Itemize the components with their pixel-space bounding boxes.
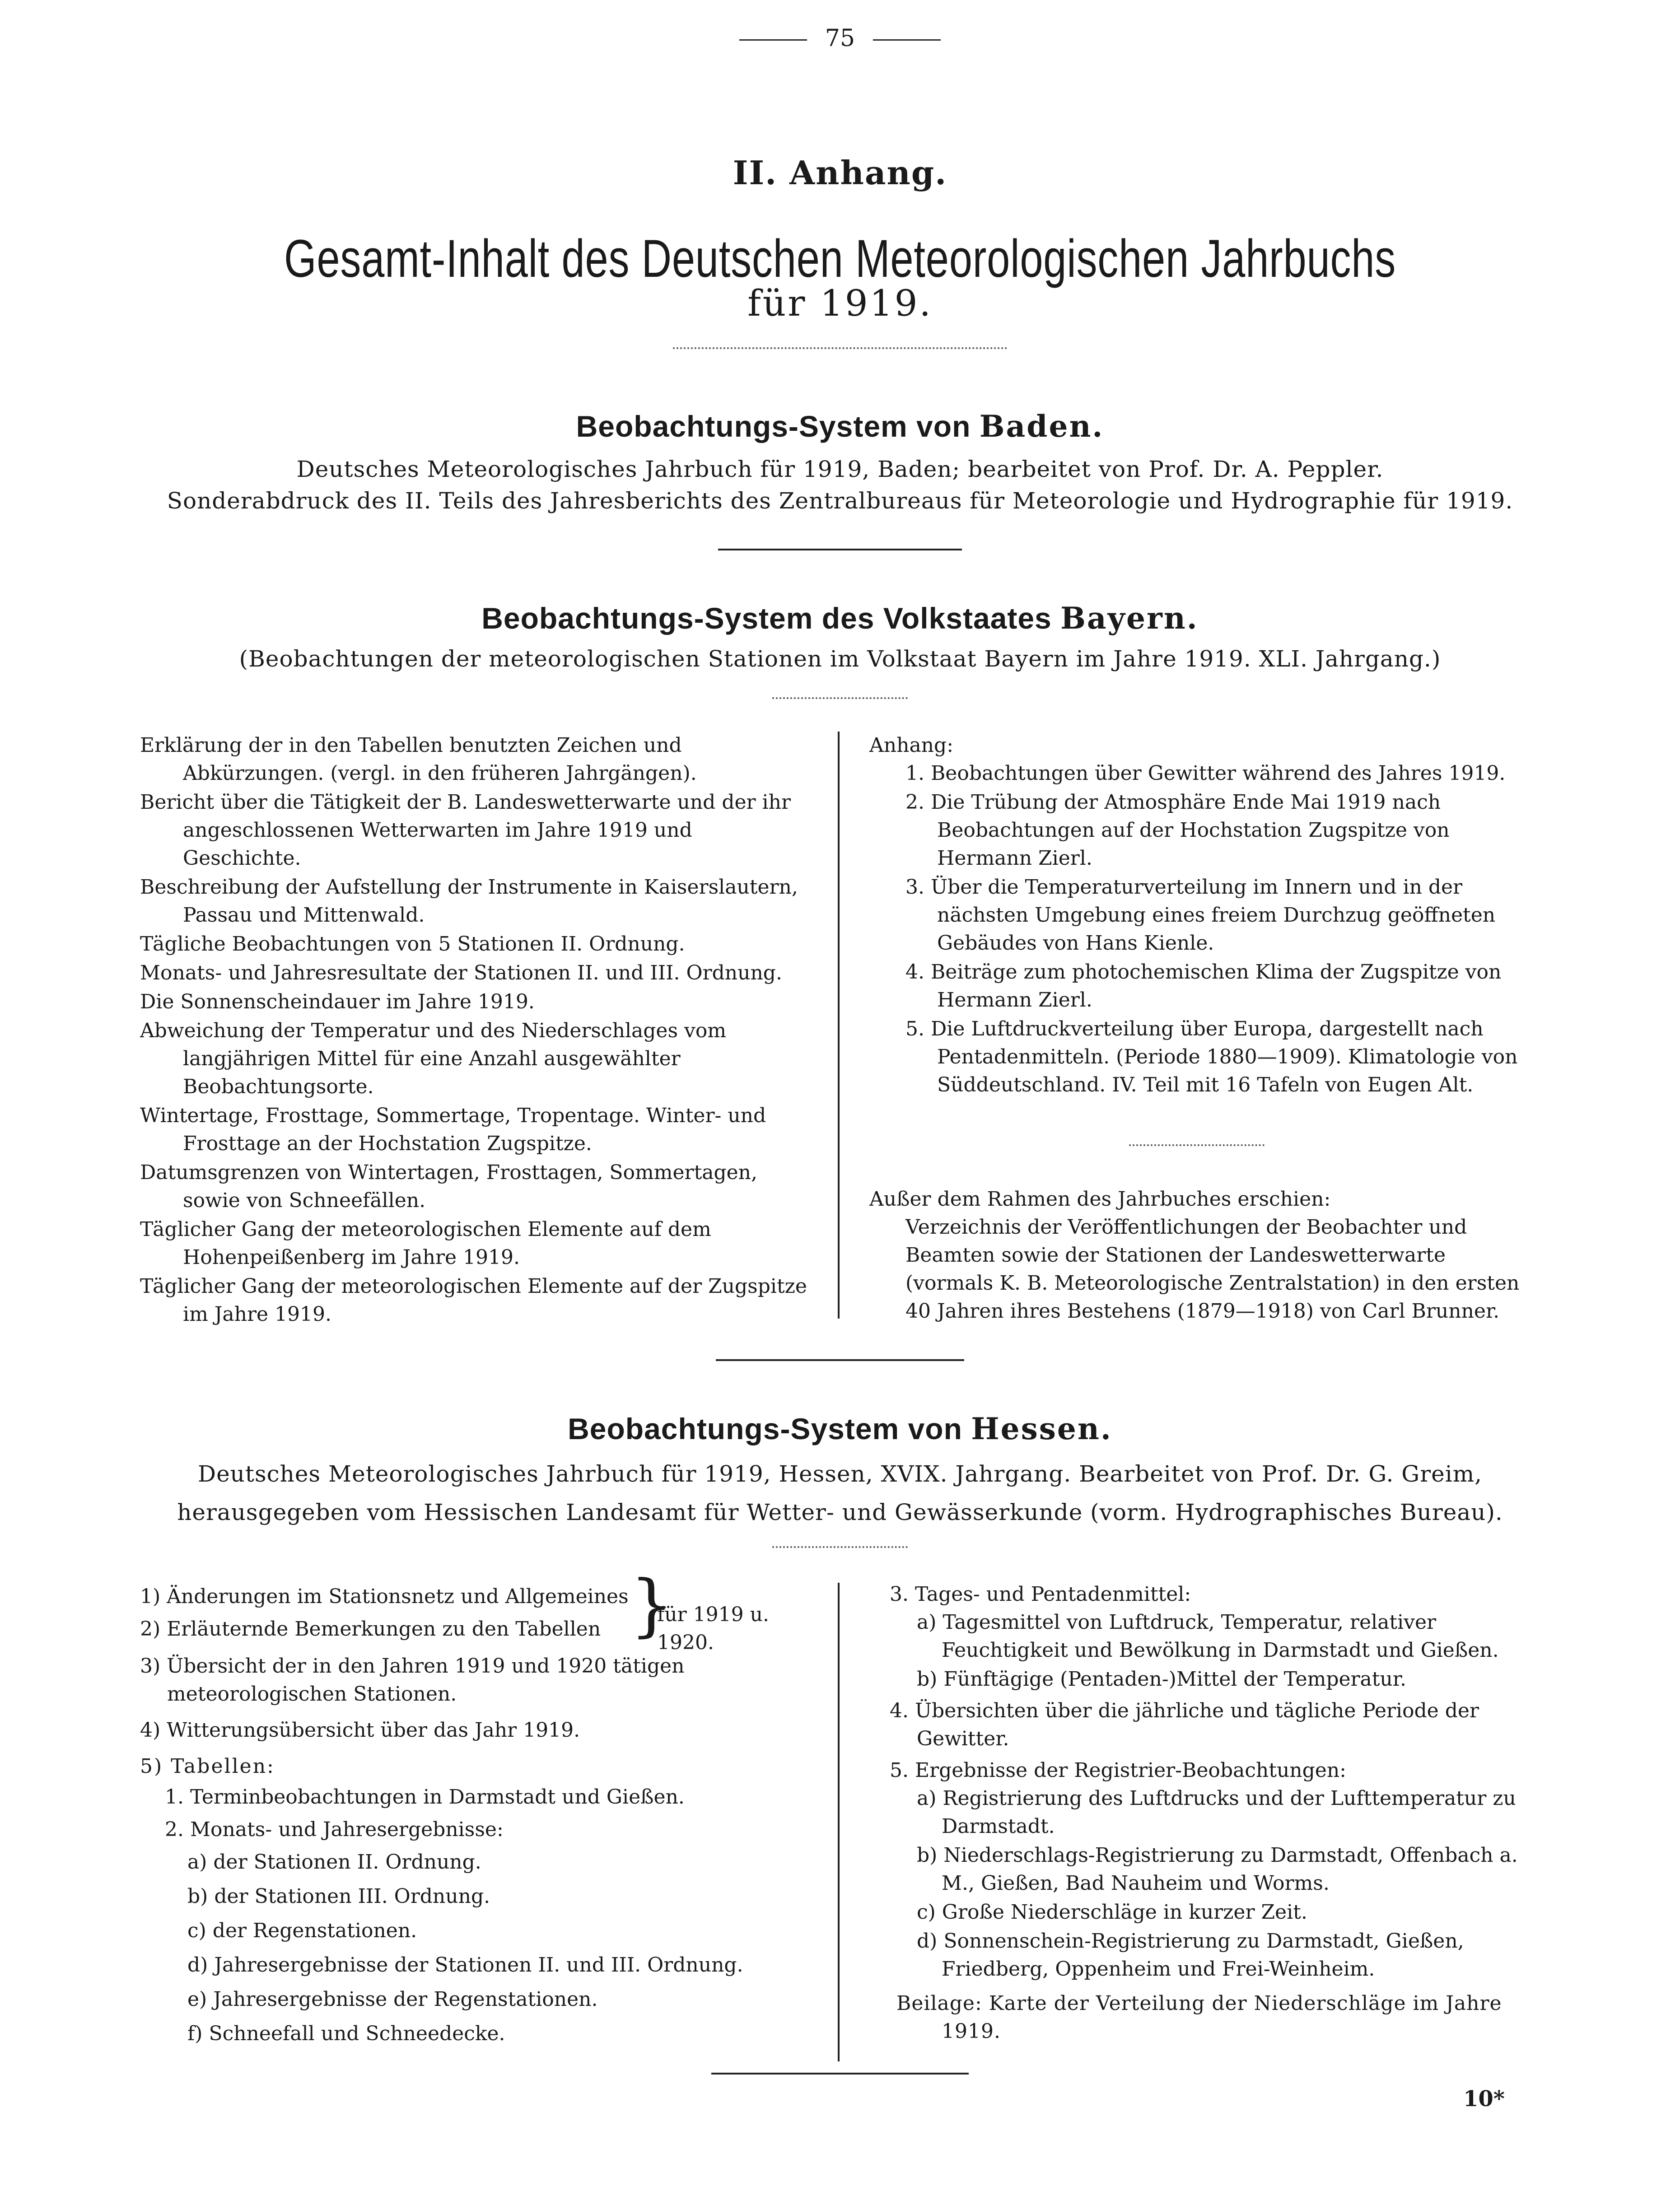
- list-item: Datumsgrenzen von Wintertagen, Frosttagen, Sommertagen, sowie von Schneefällen.: [140, 1161, 758, 1212]
- ornament-divider: [1129, 1138, 1265, 1146]
- hessen-heading-name: Hessen.: [971, 1411, 1112, 1446]
- list-item: Täglicher Gang der meteorologischen Elemente auf der Zugspitze im Jahre 1919.: [140, 1275, 807, 1326]
- appendix-label: Anhang:: [869, 734, 954, 757]
- list-item: 4) Witterungsübersicht über das Jahr 1919.: [140, 1719, 580, 1742]
- list-item: a) Registrierung des Luftdrucks und der Lufttemperatur zu Darmstadt.: [917, 1787, 1516, 1838]
- column-divider: [838, 1583, 840, 2061]
- list-item: b) Niederschlags-Registrierung zu Darmstadt, Offenbach a. M., Gießen, Bad Nauheim und Worms.: [917, 1844, 1518, 1895]
- footer-signature: 10*: [1463, 2086, 1505, 2112]
- list-item: 2. Monats- und Jahresergebnisse:: [165, 1818, 504, 1841]
- list-item: 5. Ergebnisse der Registrier-Beobachtungen:: [890, 1759, 1346, 1782]
- bayern-heading: [0, 601, 1680, 636]
- hessen-line-2: herausgegeben vom Hessischen Landesamt für Wetter- und Gewässerkunde (vorm. Hydrographisches Bureau).: [177, 1499, 1503, 1525]
- column-divider: [838, 732, 840, 1319]
- list-item: d) Jahresergebnisse der Stationen II. und III. Ordnung.: [187, 1953, 743, 1977]
- baden-heading: [0, 409, 1680, 444]
- list-item: 2) Erläuternde Bemerkungen zu den Tabellen: [140, 1618, 601, 1641]
- baden-heading-prefix: Beobachtungs-System von: [576, 410, 971, 443]
- list-item: a) der Stationen II. Ordnung.: [187, 1851, 481, 1874]
- ornament-divider: [772, 691, 908, 699]
- page-number: [0, 25, 1680, 52]
- list-item: Bericht über die Tätigkeit der B. Landeswetterwarte und der ihr angeschlossenen Wetterwarten im Jahre 1919 und Geschichte.: [140, 791, 791, 870]
- bayern-heading-name: Bayern.: [1060, 601, 1199, 636]
- list-item: 1. Beobachtungen über Gewitter während des Jahres 1919.: [905, 762, 1506, 785]
- section-rule: [716, 1359, 964, 1361]
- section-rule: [718, 549, 962, 550]
- extra-text: Verzeichnis der Veröffentlichungen der Beobachter und Beamten sowie der Stationen der Landeswetterwarte (vormals K. B. Meteorologische Zentralstation) in den ersten 40 Jahren ihres Bestehens (1879—1918) von Carl Brunner.: [905, 1216, 1520, 1323]
- bayern-line-1: (Beobachtungen der meteorologischen Stationen im Volkstaat Bayern im Jahre 1919. XLI. Jahrgang.): [239, 646, 1441, 672]
- list-item: d) Sonnenschein-Registrierung zu Darmstadt, Gießen, Friedberg, Oppenheim und Frei-Weinheim.: [917, 1930, 1464, 1981]
- list-item: Tägliche Beobachtungen von 5 Stationen II. Ordnung.: [140, 932, 685, 956]
- brace-note: für 1919 u. 1920.: [657, 1603, 769, 1654]
- list-item: 4. Beiträge zum photochemischen Klima der Zugspitze von Hermann Zierl.: [905, 960, 1502, 1012]
- hessen-right-column: [890, 1580, 1535, 2047]
- brace-glyph: }: [630, 1566, 673, 1645]
- list-item: b) der Stationen III. Ordnung.: [187, 1885, 490, 1908]
- baden-line-1: Deutsches Meteorologisches Jahrbuch für 1919, Baden; bearbeitet von Prof. Dr. A. Peppler.: [296, 456, 1384, 482]
- main-title: Gesamt-Inhalt des Deutschen Meteorologischen Jahrbuchs: [284, 229, 1396, 289]
- list-item: 1) Änderungen im Stationsnetz und Allgemeines: [140, 1585, 629, 1608]
- list-item: c) Große Niederschläge in kurzer Zeit.: [917, 1901, 1307, 1924]
- list-item: 1. Terminbeobachtungen in Darmstadt und Gießen.: [165, 1785, 685, 1809]
- list-item: Täglicher Gang der meteorologischen Elemente auf dem Hohenpeißenberg im Jahre 1919.: [140, 1218, 711, 1269]
- bayern-heading-prefix: Beobachtungs-System des Volkstaates: [481, 601, 1052, 635]
- list-item: 3. Tages- und Pentadenmittel:: [890, 1583, 1191, 1606]
- list-item: Die Sonnenscheindauer im Jahre 1919.: [140, 990, 535, 1013]
- list-item: a) Tagesmittel von Luftdruck, Temperatur, relativer Feuchtigkeit und Bewölkung in Darmstadt und Gießen.: [917, 1611, 1499, 1662]
- ornament-divider: [772, 1540, 908, 1548]
- list-item: 4. Übersichten über die jährliche und tägliche Periode der Gewitter.: [890, 1699, 1479, 1750]
- extra-heading: Außer dem Rahmen des Jahrbuches erschien:: [869, 1188, 1331, 1211]
- bayern-right-column: [869, 732, 1533, 1100]
- baden-heading-name: Baden.: [979, 409, 1104, 444]
- hessen-heading-prefix: Beobachtungs-System von: [568, 1412, 962, 1445]
- ornament-divider: [673, 341, 1007, 349]
- list-item: Beschreibung der Aufstellung der Instrumente in Kaiserslautern, Passau und Mittenwald.: [140, 876, 798, 927]
- main-subtitle: für 1919.: [747, 282, 933, 324]
- list-item: b) Fünftägige (Pentaden-)Mittel der Temperatur.: [917, 1668, 1406, 1691]
- list-item: 2. Die Trübung der Atmosphäre Ende Mai 1919 nach Beobachtungen auf der Hochstation Zugspitze von Hermann Zierl.: [905, 791, 1450, 870]
- bayern-extra: [869, 1185, 1533, 1325]
- hessen-heading: [0, 1411, 1680, 1446]
- list-item: 5. Die Luftdruckverteilung über Europa, dargestellt nach Pentadenmitteln. (Periode 1880—1909). Klimatologie von Süddeutschland. IV. Teil mit 16 Tafeln von Eugen Alt.: [905, 1017, 1518, 1096]
- section-rule: [711, 2073, 969, 2074]
- list-item: Monats- und Jahresresultate der Stationen II. und III. Ordnung.: [140, 961, 782, 984]
- rule-right: [873, 39, 941, 41]
- list-item: f) Schneefall und Schneedecke.: [187, 2022, 505, 2045]
- list-item: c) der Regenstationen.: [187, 1919, 417, 1942]
- list-item: 3. Über die Temperaturverteilung im Innern und in der nächsten Umgebung eines freiem Durchzug geöffneten Gebäudes von Hans Kienle.: [905, 876, 1496, 955]
- beilage: Beilage: Karte der Verteilung der Niederschläge im Jahre 1919.: [896, 1992, 1502, 2043]
- list-item: Abweichung der Temperatur und des Niederschlages vom langjährigen Mittel für eine Anzahl ausgewählter Beobachtungsorte.: [140, 1019, 727, 1098]
- baden-line-2: Sonderabdruck des II. Teils des Jahresberichts des Zentralbureaus für Meteorologie und Hydrographie für 1919.: [167, 488, 1513, 514]
- list-item: Wintertage, Frosttage, Sommertage, Tropentage. Winter- und Frosttage an der Hochstation Zugspitze.: [140, 1104, 766, 1155]
- appendix-heading: II. Anhang.: [733, 154, 947, 192]
- list-item: e) Jahresergebnisse der Regenstationen.: [187, 1988, 598, 2011]
- hessen-line-1: Deutsches Meteorologisches Jahrbuch für 1919, Hessen, XVIX. Jahrgang. Bearbeitet von Prof. Dr. G. Greim,: [197, 1461, 1482, 1487]
- page-number-text: 75: [825, 25, 855, 52]
- list-item: Erklärung der in den Tabellen benutzten Zeichen und Abkürzungen. (vergl. in den früheren Jahrgängen).: [140, 734, 697, 785]
- list-item: 5) Tabellen:: [140, 1755, 275, 1778]
- bayern-left-column: [140, 732, 808, 1329]
- rule-left: [739, 39, 807, 41]
- list-item: 3) Übersicht der in den Jahren 1919 und 1920 tätigen meteorologischen Stationen.: [140, 1655, 685, 1706]
